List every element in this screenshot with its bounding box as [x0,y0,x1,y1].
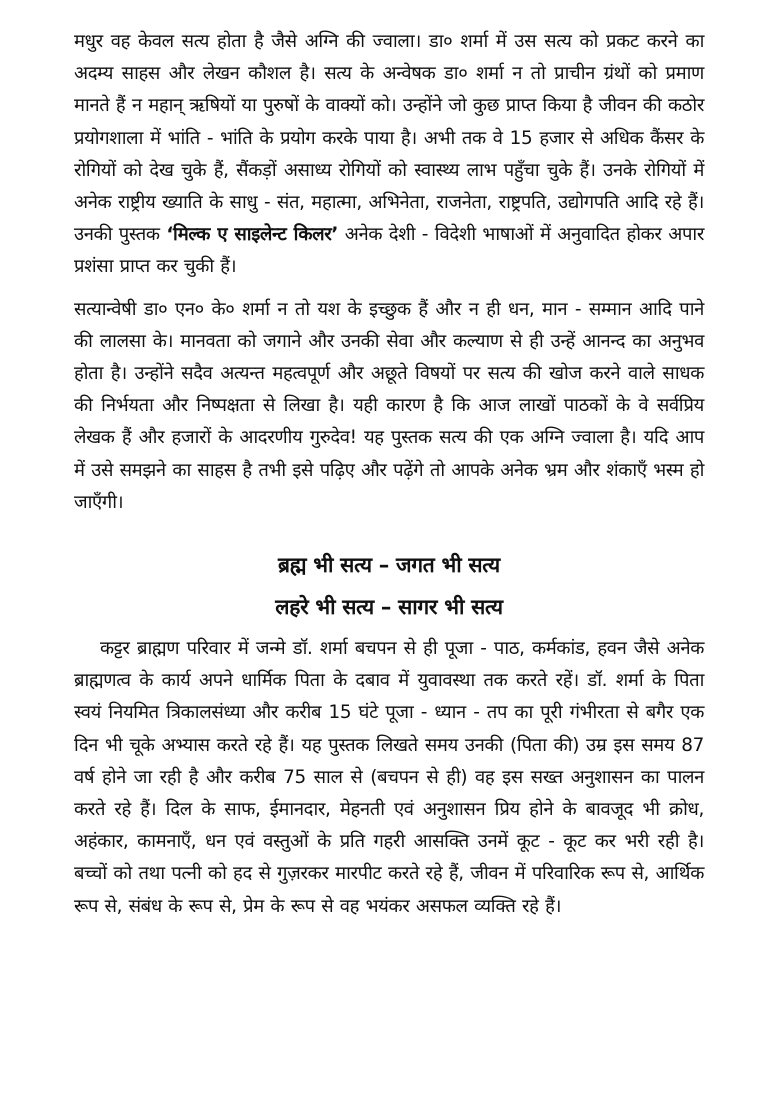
paragraph-1-text-after: अनेक देशी - विदेशी भाषाओं में अनुवादित होकर अपार प्रशंसा प्राप्त कर चुकी हैं। [74,224,705,278]
paragraph-2: सत्यान्वेषी डा० एन० के० शर्मा न तो यश के इच्छुक हैं और न ही धन, मान - सम्मान आदि पाने की लालसा के। मानवता को जगाने और उनकी सेवा और कल्याण से ही उन्हें आनन्द का अनुभव होता है। उन्होंने सदैव अत्यन्त महत्वपूर्ण और अछूते विषयों पर सत्य की खोज करने वाले साधक की निर्भयता और निष्पक्षता से लिखा है। यही कारण है कि आज लाखों पाठकों के वे सर्वप्रिय लेखक हैं और हजारों के आदरणीय गुरुदेव! यह पुस्तक सत्य की एक अग्नि ज्वाला है। यदि आप में उसे समझने का साहस है तभी इसे पढ़िए और पढ़ेंगे तो आपके अनेक भ्रम और शंकाएँ भस्म हो जाएँगी। [74,298,704,513]
section-heading-line-2: लहरे भी सत्य – सागर भी सत्य [275,595,503,620]
paragraph-1-text-before: मधुर वह केवल सत्य होता है जैसे अग्नि की ज्वाला। डा० शर्मा में उस सत्य को प्रकट करने का अदम्य साहस और लेखन कौशल है। सत्य के अन्वेषक डा० शर्मा न तो प्राचीन ग्रंथों को प्रमाण मानते हैं न महान् ऋषियों या पुरुषों के वाक्यों को। उन्होंने जो कुछ प्राप्त किया है जीवन की कठोर प्रयोगशाला में भांति - भांति के प्रयोग करके पाया है। अभी तक वे 15 हजार से अधिक कैंसर के रोगियों को देख चुके हैं, सैंकड़ों असाध्य रोगियों को स्वास्थ्य लाभ पहुँचा चुके हैं। उनके रोगियों में अनेक राष्ट्रीय ख्याति के साधु - संत, महात्मा, अभिनेता, राजनेता, राष्ट्रपति, उद्योगपति आदि रहे हैं। उनकी पुस्तक [74,31,704,246]
book-page [74,26,704,923]
paragraph-3: कट्टर ब्राह्मण परिवार में जन्मे डॉ. शर्मा बचपन से ही पूजा - पाठ, कर्मकांड, हवन जैसे अनेक ब्राह्मणत्व के कार्य अपने धार्मिक पिता के दबाव में युवावस्था तक करते रहें। डॉ. शर्मा के पिता स्वयं नियमित त्रिकालसंध्या और करीब 15 घंटे पूजा - ध्यान - तप का पूरी गंभीरता से बगैर एक दिन भी चूके अभ्यास करते रहे हैं। यह पुस्तक लिखते समय उनकी (पिता की) उम्र इस समय 87 वर्ष होने जा रही है और करीब 75 साल से (बचपन से ही) वह इस सख्त अनुशासन का पालन करते रहे हैं। दिल के साफ, ईमानदार, मेहनती एवं अनुशासन प्रिय होने के बावजूद भी क्रोध, अहंकार, कामनाएँ, धन एवं वस्तुओं के प्रति गहरी आसक्ति उनमें कूट - कूट कर भरी रही है। बच्चों को तथा पत्नी को हद से गुज़रकर मारपीट करते रहे हैं, जीवन में परिवारिक रूप से, आर्थिक रूप से, संबंध के रूप से, प्रेम के रूप से वह भयंकर असफल व्यक्ति रहे हैं। [74,638,705,917]
book-title-milk-a-silent-killer: ‘मिल्क ए साइलेन्ट किलर’ [166,224,339,246]
paragraph-1 [74,26,704,284]
section-heading-line-1: ब्रह्म भी सत्य – जगत भी सत्य [278,553,500,578]
